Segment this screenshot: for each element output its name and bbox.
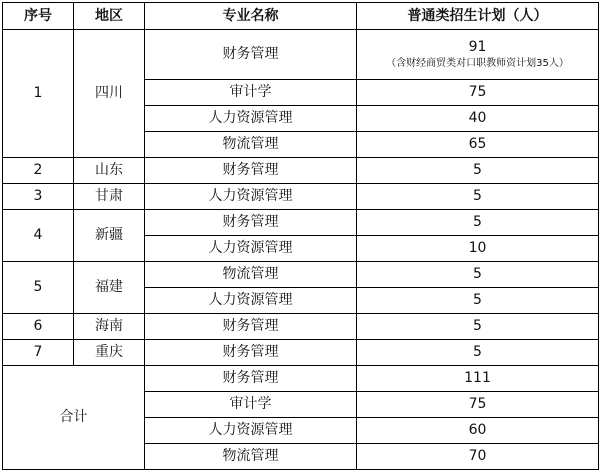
- plan-cell: 5: [357, 210, 599, 236]
- table-row: [3, 30, 599, 80]
- total-label-cell: 合计: [3, 366, 145, 470]
- plan-cell: [357, 30, 599, 80]
- seq-cell: 2: [3, 158, 74, 184]
- table-row: [3, 314, 599, 340]
- seq-cell: 5: [3, 262, 74, 314]
- seq-cell: 3: [3, 184, 74, 210]
- seq-cell: 7: [3, 340, 74, 366]
- area-cell: 重庆: [74, 340, 145, 366]
- major-cell: 财务管理: [145, 158, 357, 184]
- major-cell: 财务管理: [145, 366, 357, 392]
- plan-cell: 5: [357, 288, 599, 314]
- major-cell: 人力资源管理: [145, 288, 357, 314]
- major-cell: 财务管理: [145, 210, 357, 236]
- header-seq: 序号: [3, 3, 74, 30]
- major-cell: 物流管理: [145, 262, 357, 288]
- plan-cell: 60: [357, 418, 599, 444]
- header-area: 地区: [74, 3, 145, 30]
- table-row: [3, 366, 599, 392]
- plan-cell: 75: [357, 80, 599, 106]
- seq-cell: 1: [3, 30, 74, 158]
- major-cell: 人力资源管理: [145, 184, 357, 210]
- major-cell: 财务管理: [145, 340, 357, 366]
- plan-cell: 5: [357, 262, 599, 288]
- major-cell: 人力资源管理: [145, 418, 357, 444]
- major-cell: 物流管理: [145, 444, 357, 470]
- enrollment-plan-table: [2, 2, 599, 470]
- major-cell: 财务管理: [145, 30, 357, 80]
- header-row: [3, 3, 599, 30]
- major-cell: 人力资源管理: [145, 236, 357, 262]
- major-cell: 物流管理: [145, 132, 357, 158]
- table-row: [3, 210, 599, 236]
- header-plan: 普通类招生计划（人）: [357, 3, 599, 30]
- area-cell: 山东: [74, 158, 145, 184]
- plan-value: 91: [468, 38, 487, 55]
- major-cell: 财务管理: [145, 314, 357, 340]
- plan-cell: 111: [357, 366, 599, 392]
- plan-cell: 70: [357, 444, 599, 470]
- area-cell: 海南: [74, 314, 145, 340]
- plan-cell: 40: [357, 106, 599, 132]
- area-cell: 福建: [74, 262, 145, 314]
- major-cell: 审计学: [145, 392, 357, 418]
- plan-cell: 65: [357, 132, 599, 158]
- table-row: [3, 184, 599, 210]
- area-cell: 新疆: [74, 210, 145, 262]
- header-major: 专业名称: [145, 3, 357, 30]
- plan-cell: 5: [357, 158, 599, 184]
- table-row: [3, 262, 599, 288]
- plan-cell: 5: [357, 340, 599, 366]
- seq-cell: 4: [3, 210, 74, 262]
- table-row: [3, 340, 599, 366]
- enrollment-plan-table-wrapper: [2, 2, 599, 470]
- plan-cell: 5: [357, 314, 599, 340]
- major-cell: 审计学: [145, 80, 357, 106]
- table-row: [3, 158, 599, 184]
- plan-note: （含财经商贸类对口职教师资计划35人）: [386, 58, 569, 70]
- major-cell: 人力资源管理: [145, 106, 357, 132]
- area-cell: 甘肃: [74, 184, 145, 210]
- area-cell: 四川: [74, 30, 145, 158]
- plan-cell: 10: [357, 236, 599, 262]
- plan-cell: 75: [357, 392, 599, 418]
- seq-cell: 6: [3, 314, 74, 340]
- plan-cell: 5: [357, 184, 599, 210]
